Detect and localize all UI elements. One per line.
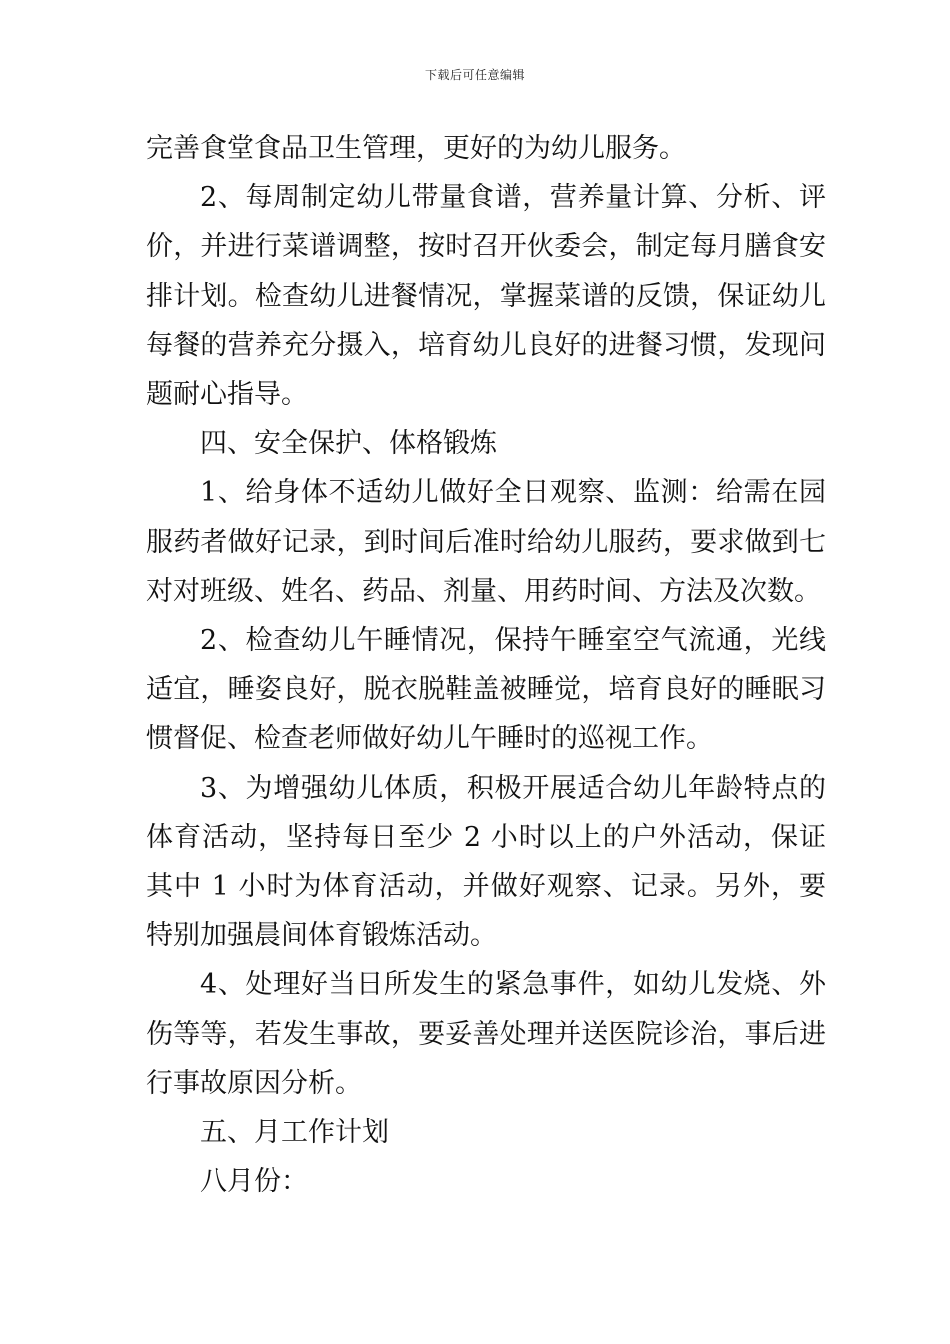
paragraph-5: 2、检查幼儿午睡情况，保持午睡室空气流通，光线适宜，睡姿良好，脱衣脱鞋盖被睡觉，培育良好的睡眠习惯督促、检查老师做好幼儿午睡时的巡视工作。 — [146, 625, 826, 755]
month-label-august: 八月份： — [200, 1166, 308, 1198]
paragraph-6: 3、为增强幼儿体质，积极开展适合幼儿年龄特点的体育活动，坚持每日至少 2 小时以上的户外活动，保证其中 1 小时为体育活动，并做好观察、记录。另外，要特别加强晨间体育锻炼活动。 — [146, 772, 826, 952]
paragraph-4: 1、给身体不适幼儿做好全日观察、监测：给需在园服药者做好记录，到时间后准时给幼儿服药，要求做到七对对班级、姓名、药品、剂量、用药时间、方法及次数。 — [146, 477, 826, 607]
page-header: 下载后可任意编辑 — [424, 68, 525, 82]
paragraph-2: 2、每周制定幼儿带量食谱，营养量计算、分析、评价，并进行菜谱调整，按时召开伙委会，制定每月膳食安排计划。检查幼儿进餐情况，掌握菜谱的反馈，保证幼儿每餐的营养充分摄入，培育幼儿良好的进餐习惯，发现问题耐心指导。 — [146, 182, 826, 411]
section-heading-monthly-plan: 五、月工作计划 — [200, 1117, 389, 1149]
section-heading-safety: 四、安全保护、体格锻炼 — [200, 428, 497, 460]
paragraph-7: 4、处理好当日所发生的紧急事件，如幼儿发烧、外伤等等，若发生事故，要妥善处理并送医院诊治，事后进行事故原因分析。 — [146, 969, 826, 1099]
paragraph-1: 完善食堂食品卫生管理，更好的为幼儿服务。 — [146, 133, 686, 164]
document-body — [146, 124, 826, 1206]
